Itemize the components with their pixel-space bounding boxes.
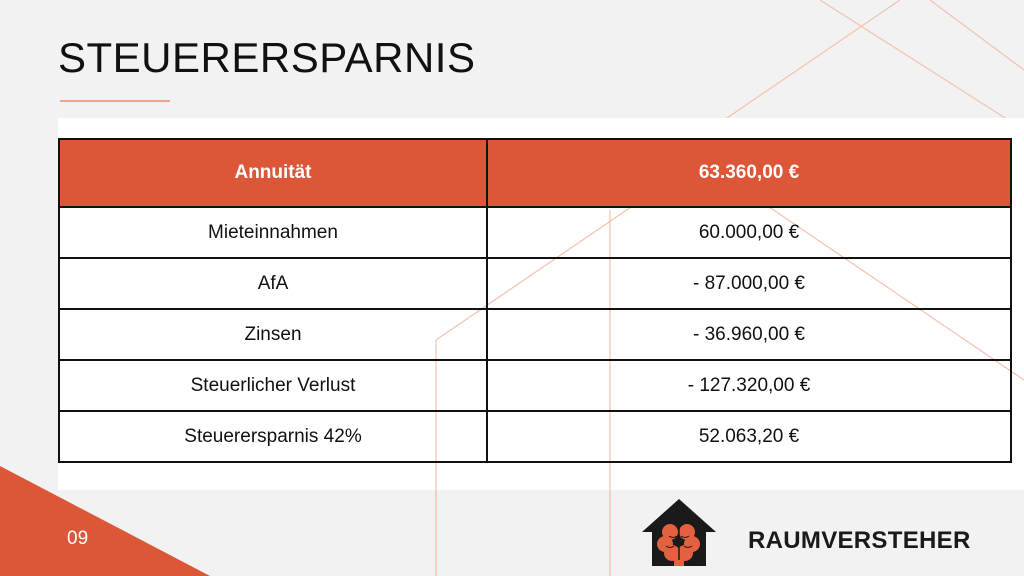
row-label: AfA [59, 258, 487, 309]
row-label: Steuerersparnis 42% [59, 411, 487, 462]
table-row [59, 309, 1011, 360]
corner-triangle [0, 466, 210, 576]
header-label: Annuität [59, 139, 487, 207]
brand-name: RAUMVERSTEHER [748, 527, 971, 554]
house-brain-icon [640, 496, 718, 568]
row-label: Steuerlicher Verlust [59, 360, 487, 411]
page-number: 09 [67, 528, 89, 549]
header-value: 63.360,00 € [487, 139, 1011, 207]
table-row [59, 258, 1011, 309]
title-underline [60, 100, 170, 102]
row-value: - 87.000,00 € [487, 258, 1011, 309]
table-header-row [59, 139, 1011, 207]
savings-table [58, 138, 1012, 463]
table-row [59, 360, 1011, 411]
row-value: - 36.960,00 € [487, 309, 1011, 360]
row-value: - 127.320,00 € [487, 360, 1011, 411]
table-row [59, 411, 1011, 462]
page-title: STEUERERSPARNIS [58, 34, 476, 81]
row-label: Mieteinnahmen [59, 207, 487, 258]
row-value: 52.063,20 € [487, 411, 1011, 462]
row-value: 60.000,00 € [487, 207, 1011, 258]
table-row [59, 207, 1011, 258]
row-label: Zinsen [59, 309, 487, 360]
